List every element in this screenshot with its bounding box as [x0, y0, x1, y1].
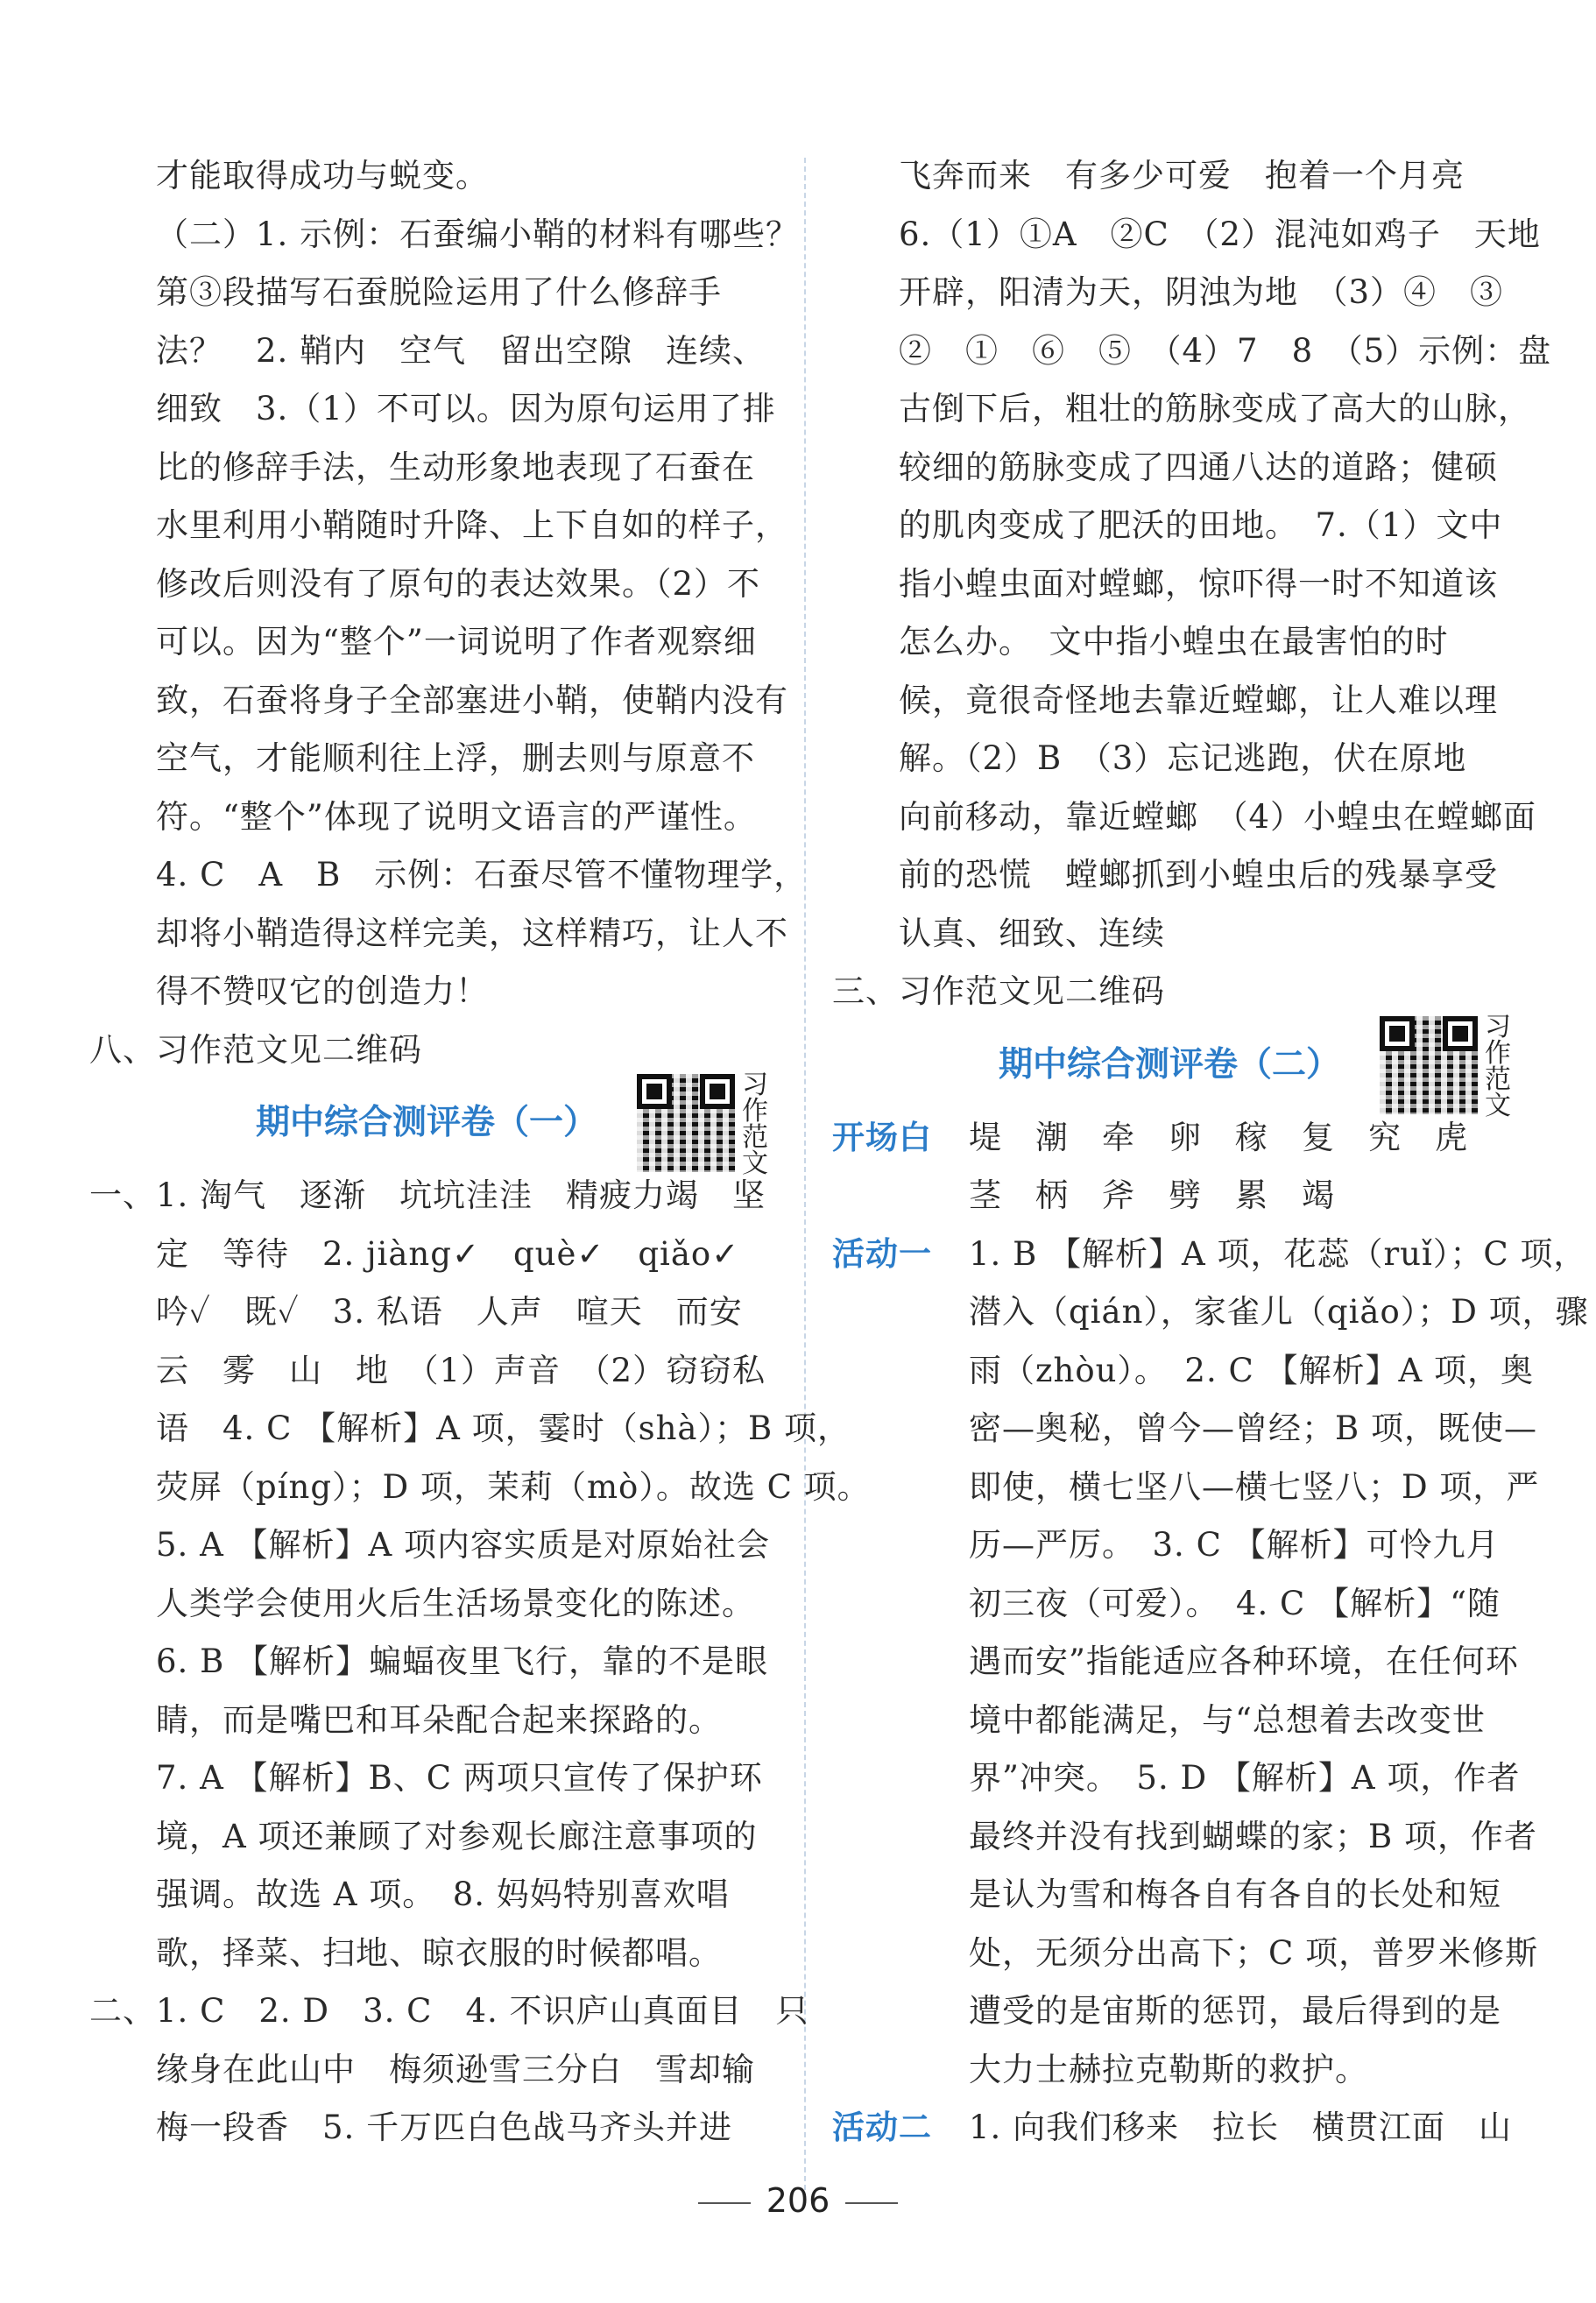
- text-line: 人类学会使用火后生活场景变化的陈述。: [156, 1584, 755, 1622]
- text-line: 语 4. C 【解析】A 项，霎时（shà）；B 项，: [156, 1409, 851, 1447]
- text-line: 才能取得成功与蜕变。: [156, 157, 489, 194]
- text-line: 修改后则没有了原句的表达效果。（2）不: [156, 564, 761, 603]
- opening-text: 堤 潮 牵 卵 稼 复 究 虎: [969, 1118, 1468, 1156]
- text-line: 歌，择菜、扫地、晾衣服的时候都唱。: [156, 1933, 722, 1972]
- text-line: 茎 柄 斧 劈 累 竭: [969, 1176, 1335, 1214]
- right-column: [832, 147, 1589, 2158]
- activity-1-text: 1. B 【解析】A 项，花蕊（ruǐ）；C 项，: [969, 1234, 1587, 1273]
- text-line: 境，A 项还兼顾了对参观长廊注意事项的: [156, 1817, 758, 1855]
- text-line: 6. B 【解析】蝙蝠夜里飞行，靠的不是眼: [156, 1642, 769, 1680]
- column-divider: [804, 158, 806, 2199]
- activity-1-line: [832, 1226, 1587, 1284]
- text-line: 符。“整个”体现了说明文语言的严谨性。: [156, 797, 757, 836]
- text-line: 荧屏（píng）；D 项，茉莉（mò）。故选 C 项。: [156, 1467, 871, 1506]
- text-line: 向前移动，靠近螳螂 （4）小蝗虫在螳螂面: [899, 797, 1537, 836]
- text-line: 一、1. 淘气 逐渐 坑坑洼洼 精疲力竭 坚: [89, 1176, 766, 1214]
- text-line: 是认为雪和梅各自有各自的长处和短: [969, 1876, 1501, 1913]
- activity-2-text: 1. 向我们移来 拉长 横贯江面 山: [969, 2109, 1513, 2146]
- text-line: 前的恐慌 螳螂抓到小蝗虫后的残暴享受: [899, 856, 1498, 894]
- text-line: 4. C A B 示例：石蚕尽管不懂物理学，: [156, 856, 808, 894]
- text-line: 致，石蚕将身子全部塞进小鞘，使鞘内没有: [156, 681, 788, 719]
- text-line: 遇而安”指能适应各种环境，在任何环: [969, 1642, 1519, 1680]
- text-line: 初三夜（可爱）。 4. C 【解析】“随: [969, 1584, 1501, 1622]
- text-line: 解。（2）B （3）忘记逃跑，伏在原地: [899, 739, 1467, 777]
- footer-dash-right: [845, 2202, 898, 2204]
- text-line: ② ① ⑥ ⑤ （4）7 8 （5）示例：盘: [899, 331, 1552, 370]
- text-line: 遭受的是宙斯的惩罚，最后得到的是: [969, 1992, 1501, 2030]
- section-heading-8: 八、习作范文见二维码: [89, 1030, 422, 1069]
- qr-code-icon[interactable]: [1380, 1016, 1478, 1114]
- text-line: 即使，横七坚八—横七竖八；D 项，严: [969, 1467, 1540, 1506]
- text-line: 古倒下后，粗壮的筋脉变成了高大的山脉，: [899, 390, 1531, 427]
- activity-2-line: [832, 2099, 1515, 2158]
- text-line: 界”冲突。 5. D 【解析】A 项，作者: [969, 1759, 1521, 1797]
- text-line: 较细的筋脉变成了四通八达的道路；健硕: [899, 448, 1498, 486]
- text-line: 6.（1）①A ②C （2）混沌如鸡子 天地: [899, 215, 1541, 253]
- text-line: 梅一段香 5. 千万匹白色战马齐头并进: [156, 2109, 733, 2146]
- text-line: 处，无须分出高下；C 项，普罗米修斯: [969, 1933, 1539, 1972]
- text-line: 吟✓ 既✓ 3. 私语 人声 喧天 而安: [156, 1293, 743, 1331]
- text-line: 可以。因为“整个”一词说明了作者观察细: [156, 623, 757, 661]
- page-footer: [0, 2181, 1596, 2220]
- text-line: 强调。故选 A 项。 8. 妈妈特别喜欢唱: [156, 1876, 730, 1913]
- opening-line: [832, 1109, 1515, 1168]
- text-line: 候，竟很奇怪地去靠近螳螂，让人难以理: [899, 681, 1498, 719]
- qr-code-icon[interactable]: [637, 1074, 735, 1172]
- text-line: 水里利用小鞘随时升降、上下自如的样子，: [156, 506, 788, 544]
- text-line: 细致 3.（1）不可以。因为原句运用了排: [156, 390, 776, 427]
- qr-label: 习作范文: [742, 1070, 768, 1179]
- opening-tag: 开场白: [832, 1118, 932, 1156]
- text-line: 境中都能满足，与“总想着去改变世: [969, 1700, 1486, 1739]
- text-line: 雨（zhòu）。 2. C 【解析】A 项，奥: [969, 1351, 1535, 1389]
- text-line: 二、1. C 2. D 3. C 4. 不识庐山真面目 只: [89, 1992, 809, 2030]
- text-line: 却将小鞘造得这样完美，这样精巧，让人不: [156, 914, 788, 952]
- activity-1-tag: 活动一: [832, 1234, 932, 1273]
- text-line: 潜入（qián），家雀儿（qiǎo）；D 项，骤: [969, 1293, 1589, 1331]
- exam-1-heading: [89, 1070, 781, 1179]
- left-column: [89, 147, 871, 2158]
- text-line: 第③段描写石蚕脱险运用了什么修辞手: [156, 273, 722, 311]
- exam-2-heading: [832, 1011, 1515, 1121]
- text-line: 得不赞叹它的创造力！: [156, 972, 489, 1010]
- exam-2-title: 期中综合测评卷（二）: [999, 1044, 1341, 1084]
- text-line: 认真、细致、连续: [899, 914, 1165, 952]
- text-line: 开辟，阳清为天，阴浊为地 （3）④ ③: [899, 273, 1504, 311]
- text-line: 最终并没有找到蝴蝶的家；B 项，作者: [969, 1817, 1537, 1855]
- text-line: 怎么办。 文中指小蝗虫在最害怕的时: [899, 623, 1449, 661]
- activity-2-tag: 活动二: [832, 2109, 932, 2146]
- text-line: 法？ 2. 鞘内 空气 留出空隙 连续、: [156, 331, 766, 370]
- text-line: 大力士赫拉克勒斯的救护。: [969, 2050, 1368, 2088]
- text-line: （二）1. 示例：石蚕编小鞘的材料有哪些？: [156, 215, 800, 253]
- text-line: 定 等待 2. jiàng✓ què✓ qiǎo✓: [156, 1234, 740, 1273]
- text-line: 历—严厉。 3. C 【解析】可怜九月: [969, 1526, 1500, 1564]
- text-line: 飞奔而来 有多少可爱 抱着一个月亮: [899, 157, 1465, 194]
- qr-label: 习作范文: [1485, 1011, 1511, 1121]
- text-line: 睛，而是嘴巴和耳朵配合起来探路的。: [156, 1700, 722, 1739]
- text-line: 密—奥秘，曾今—曾经；B 项，既使—: [969, 1409, 1537, 1447]
- text-line: 7. A 【解析】B、C 两项只宣传了保护环: [156, 1759, 763, 1797]
- text-line: 缘身在此山中 梅须逊雪三分白 雪却输: [156, 2050, 755, 2088]
- footer-dash-left: [698, 2202, 751, 2204]
- exam-1-title: 期中综合测评卷（一）: [256, 1103, 598, 1142]
- text-line: 5. A 【解析】A 项内容实质是对原始社会: [156, 1526, 771, 1564]
- text-line: 指小蝗虫面对螳螂，惊吓得一时不知道该: [899, 564, 1498, 603]
- text-line: 空气，才能顺利往上浮，删去则与原意不: [156, 739, 755, 777]
- page-number: 206: [766, 2181, 830, 2220]
- text-line: 的肌肉变成了肥沃的田地。 7.（1）文中: [899, 506, 1503, 544]
- text-line: 云 雾 山 地 （1）声音 （2）窃窃私: [156, 1351, 766, 1389]
- section-heading-3: 三、习作范文见二维码: [832, 972, 1165, 1010]
- text-line: 比的修辞手法，生动形象地表现了石蚕在: [156, 448, 755, 486]
